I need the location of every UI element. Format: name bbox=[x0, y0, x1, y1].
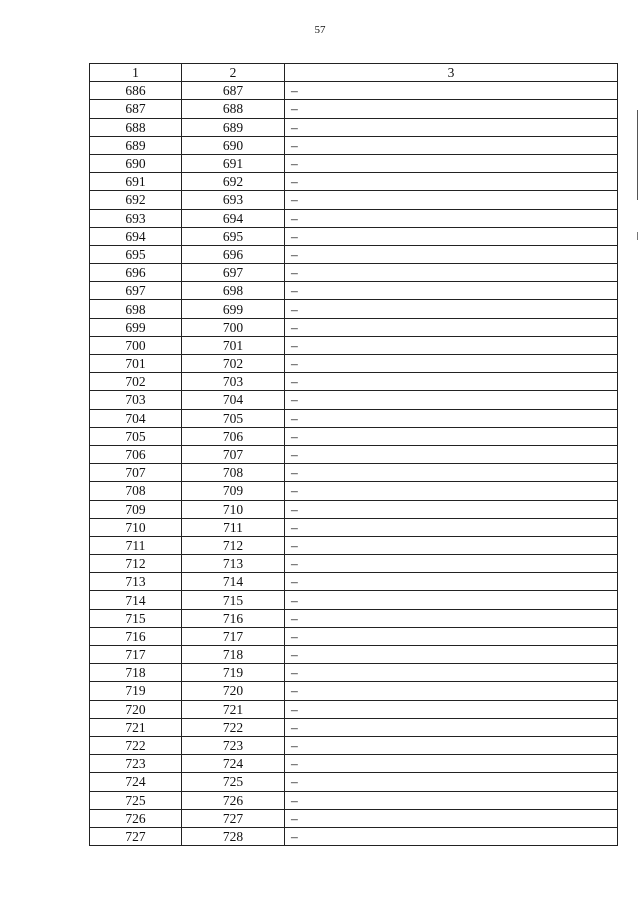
table-row bbox=[90, 100, 618, 118]
cell-col-2: 697 bbox=[182, 264, 285, 282]
table-row bbox=[90, 391, 618, 409]
cell-col-1: 697 bbox=[90, 282, 182, 300]
cell-col-2: 704 bbox=[182, 391, 285, 409]
table-row bbox=[90, 355, 618, 373]
cell-col-2: 728 bbox=[182, 827, 285, 845]
cell-col-3: – bbox=[285, 500, 618, 518]
cell-col-1: 691 bbox=[90, 173, 182, 191]
cell-col-3: – bbox=[285, 373, 618, 391]
page-number: 57 bbox=[314, 24, 326, 36]
cell-col-1: 725 bbox=[90, 791, 182, 809]
cell-col-3: – bbox=[285, 609, 618, 627]
table-row bbox=[90, 664, 618, 682]
cell-col-3: – bbox=[285, 209, 618, 227]
table-row bbox=[90, 136, 618, 154]
cell-col-2: 687 bbox=[182, 82, 285, 100]
cell-col-3: – bbox=[285, 427, 618, 445]
cell-col-2: 689 bbox=[182, 118, 285, 136]
cell-col-2: 713 bbox=[182, 555, 285, 573]
cell-col-2: 692 bbox=[182, 173, 285, 191]
cell-col-1: 726 bbox=[90, 809, 182, 827]
cell-col-1: 698 bbox=[90, 300, 182, 318]
cell-col-1: 706 bbox=[90, 445, 182, 463]
cell-col-3: – bbox=[285, 136, 618, 154]
cell-col-3: – bbox=[285, 245, 618, 263]
cell-col-3: – bbox=[285, 227, 618, 245]
cell-col-3: – bbox=[285, 736, 618, 754]
table-row bbox=[90, 773, 618, 791]
table-row bbox=[90, 555, 618, 573]
cell-col-2: 703 bbox=[182, 373, 285, 391]
table-row bbox=[90, 464, 618, 482]
cell-col-2: 700 bbox=[182, 318, 285, 336]
cell-col-3: – bbox=[285, 154, 618, 172]
table-row bbox=[90, 227, 618, 245]
cell-col-1: 701 bbox=[90, 355, 182, 373]
cell-col-3: – bbox=[285, 591, 618, 609]
scan-edge-mark bbox=[637, 110, 638, 200]
cell-col-1: 711 bbox=[90, 536, 182, 554]
cell-col-1: 700 bbox=[90, 336, 182, 354]
cell-col-1: 714 bbox=[90, 591, 182, 609]
table-row bbox=[90, 282, 618, 300]
cell-col-1: 708 bbox=[90, 482, 182, 500]
table-row bbox=[90, 755, 618, 773]
cell-col-3: – bbox=[285, 336, 618, 354]
scan-edge-dot bbox=[637, 232, 638, 240]
cell-col-3: – bbox=[285, 664, 618, 682]
table-row bbox=[90, 445, 618, 463]
table-row bbox=[90, 154, 618, 172]
table-row bbox=[90, 82, 618, 100]
table-row bbox=[90, 609, 618, 627]
table-row bbox=[90, 518, 618, 536]
cell-col-1: 721 bbox=[90, 718, 182, 736]
cell-col-1: 696 bbox=[90, 264, 182, 282]
cell-col-1: 704 bbox=[90, 409, 182, 427]
cell-col-1: 712 bbox=[90, 555, 182, 573]
cell-col-2: 727 bbox=[182, 809, 285, 827]
cell-col-2: 717 bbox=[182, 627, 285, 645]
cell-col-2: 725 bbox=[182, 773, 285, 791]
table-row bbox=[90, 682, 618, 700]
table-row bbox=[90, 409, 618, 427]
cell-col-2: 719 bbox=[182, 664, 285, 682]
cell-col-3: – bbox=[285, 755, 618, 773]
table-row bbox=[90, 300, 618, 318]
table-row bbox=[90, 318, 618, 336]
cell-col-1: 686 bbox=[90, 82, 182, 100]
column-header-2: 2 bbox=[182, 64, 285, 82]
cell-col-2: 707 bbox=[182, 445, 285, 463]
cell-col-2: 715 bbox=[182, 591, 285, 609]
cell-col-2: 726 bbox=[182, 791, 285, 809]
cell-col-1: 727 bbox=[90, 827, 182, 845]
table-row bbox=[90, 646, 618, 664]
cell-col-2: 708 bbox=[182, 464, 285, 482]
cell-col-1: 705 bbox=[90, 427, 182, 445]
cell-col-2: 698 bbox=[182, 282, 285, 300]
cell-col-3: – bbox=[285, 573, 618, 591]
cell-col-1: 688 bbox=[90, 118, 182, 136]
cell-col-3: – bbox=[285, 809, 618, 827]
cell-col-2: 709 bbox=[182, 482, 285, 500]
column-header-1: 1 bbox=[90, 64, 182, 82]
column-header-3: 3 bbox=[285, 64, 618, 82]
cell-col-1: 687 bbox=[90, 100, 182, 118]
table-row bbox=[90, 482, 618, 500]
table-row bbox=[90, 264, 618, 282]
cell-col-2: 693 bbox=[182, 191, 285, 209]
cell-col-2: 720 bbox=[182, 682, 285, 700]
cell-col-3: – bbox=[285, 827, 618, 845]
cell-col-1: 690 bbox=[90, 154, 182, 172]
cell-col-3: – bbox=[285, 682, 618, 700]
cell-col-3: – bbox=[285, 518, 618, 536]
table-row bbox=[90, 536, 618, 554]
cell-col-2: 722 bbox=[182, 718, 285, 736]
table-row bbox=[90, 627, 618, 645]
table-row bbox=[90, 373, 618, 391]
cell-col-2: 721 bbox=[182, 700, 285, 718]
cell-col-1: 715 bbox=[90, 609, 182, 627]
cell-col-2: 705 bbox=[182, 409, 285, 427]
cell-col-1: 713 bbox=[90, 573, 182, 591]
cell-col-3: – bbox=[285, 718, 618, 736]
cell-col-1: 689 bbox=[90, 136, 182, 154]
cell-col-1: 720 bbox=[90, 700, 182, 718]
cell-col-3: – bbox=[285, 700, 618, 718]
cell-col-3: – bbox=[285, 464, 618, 482]
cell-col-1: 692 bbox=[90, 191, 182, 209]
cell-col-3: – bbox=[285, 118, 618, 136]
table-row bbox=[90, 809, 618, 827]
cell-col-1: 693 bbox=[90, 209, 182, 227]
table-header-row bbox=[90, 64, 618, 82]
cell-col-3: – bbox=[285, 173, 618, 191]
cell-col-3: – bbox=[285, 791, 618, 809]
table-row bbox=[90, 827, 618, 845]
table-row bbox=[90, 118, 618, 136]
cell-col-3: – bbox=[285, 646, 618, 664]
table-row bbox=[90, 209, 618, 227]
cell-col-2: 702 bbox=[182, 355, 285, 373]
table-row bbox=[90, 573, 618, 591]
cell-col-1: 719 bbox=[90, 682, 182, 700]
cell-col-2: 711 bbox=[182, 518, 285, 536]
table-row bbox=[90, 336, 618, 354]
cell-col-3: – bbox=[285, 482, 618, 500]
table-row bbox=[90, 718, 618, 736]
cell-col-3: – bbox=[285, 355, 618, 373]
cell-col-1: 723 bbox=[90, 755, 182, 773]
cell-col-3: – bbox=[285, 264, 618, 282]
table-row bbox=[90, 173, 618, 191]
cell-col-2: 724 bbox=[182, 755, 285, 773]
cell-col-1: 724 bbox=[90, 773, 182, 791]
table-body bbox=[90, 82, 618, 846]
cell-col-3: – bbox=[285, 282, 618, 300]
cell-col-2: 694 bbox=[182, 209, 285, 227]
cell-col-1: 695 bbox=[90, 245, 182, 263]
cell-col-1: 718 bbox=[90, 664, 182, 682]
cell-col-3: – bbox=[285, 555, 618, 573]
cell-col-2: 688 bbox=[182, 100, 285, 118]
cell-col-3: – bbox=[285, 100, 618, 118]
cell-col-2: 701 bbox=[182, 336, 285, 354]
table-row bbox=[90, 591, 618, 609]
cell-col-2: 691 bbox=[182, 154, 285, 172]
cell-col-2: 718 bbox=[182, 646, 285, 664]
cell-col-1: 722 bbox=[90, 736, 182, 754]
cell-col-1: 702 bbox=[90, 373, 182, 391]
cell-col-2: 706 bbox=[182, 427, 285, 445]
table-row bbox=[90, 500, 618, 518]
cell-col-2: 695 bbox=[182, 227, 285, 245]
data-table bbox=[89, 63, 618, 846]
cell-col-2: 696 bbox=[182, 245, 285, 263]
cell-col-1: 717 bbox=[90, 646, 182, 664]
cell-col-3: – bbox=[285, 445, 618, 463]
cell-col-1: 707 bbox=[90, 464, 182, 482]
table-row bbox=[90, 736, 618, 754]
cell-col-1: 709 bbox=[90, 500, 182, 518]
cell-col-1: 703 bbox=[90, 391, 182, 409]
cell-col-3: – bbox=[285, 300, 618, 318]
cell-col-3: – bbox=[285, 536, 618, 554]
cell-col-1: 710 bbox=[90, 518, 182, 536]
cell-col-3: – bbox=[285, 627, 618, 645]
table-row bbox=[90, 700, 618, 718]
cell-col-1: 716 bbox=[90, 627, 182, 645]
cell-col-3: – bbox=[285, 409, 618, 427]
cell-col-2: 690 bbox=[182, 136, 285, 154]
table-row bbox=[90, 191, 618, 209]
cell-col-3: – bbox=[285, 318, 618, 336]
table-row bbox=[90, 427, 618, 445]
table-row bbox=[90, 791, 618, 809]
table-row bbox=[90, 245, 618, 263]
cell-col-3: – bbox=[285, 82, 618, 100]
cell-col-2: 710 bbox=[182, 500, 285, 518]
cell-col-2: 723 bbox=[182, 736, 285, 754]
cell-col-3: – bbox=[285, 191, 618, 209]
cell-col-2: 712 bbox=[182, 536, 285, 554]
cell-col-3: – bbox=[285, 773, 618, 791]
cell-col-1: 694 bbox=[90, 227, 182, 245]
cell-col-3: – bbox=[285, 391, 618, 409]
cell-col-2: 699 bbox=[182, 300, 285, 318]
cell-col-2: 716 bbox=[182, 609, 285, 627]
cell-col-1: 699 bbox=[90, 318, 182, 336]
cell-col-2: 714 bbox=[182, 573, 285, 591]
